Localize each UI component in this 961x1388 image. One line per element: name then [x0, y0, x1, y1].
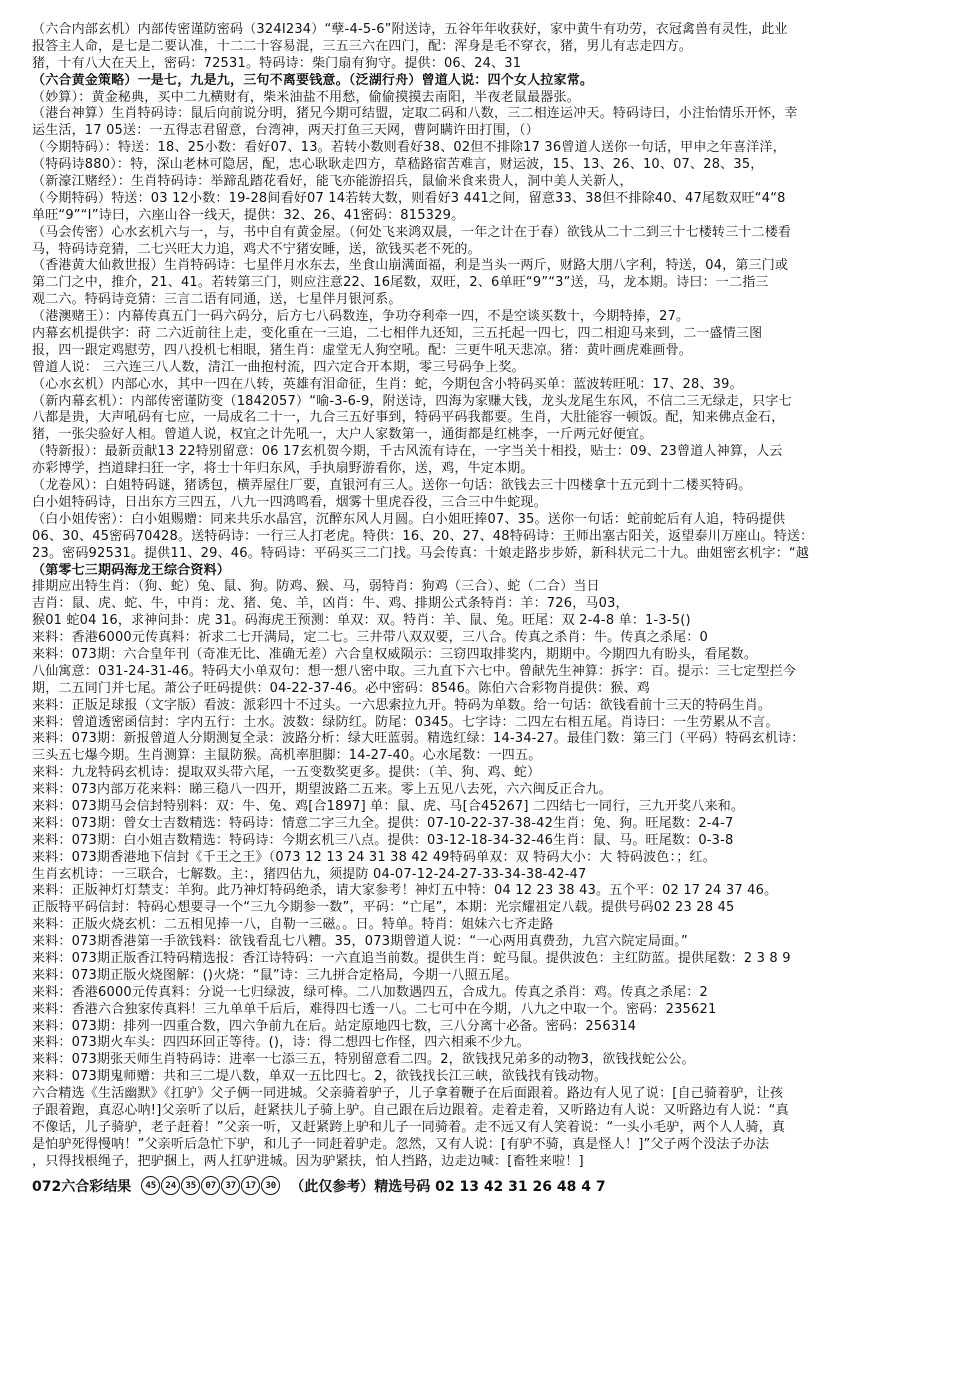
- text-line: 是怕驴死得慢呐！”父亲听后急忙下驴，和儿子一同赶着驴走。忽然，又有人说：[有驴不骑，真是怪人！]”父子两个没法子办法: [32, 1136, 770, 1152]
- text-line: 来料：073期鬼师赠：共和三二堤八数，单双一五比四七。2，欲钱找长江三峡，欲钱找有钱动物。: [32, 1069, 608, 1085]
- text-line: （妙算）：黄金秘典，买中二九横财有，柴米油盐不用愁，偷偷摸摸去南阳，半夜老鼠最器张。: [32, 89, 580, 105]
- text-line: （今期特码）特送：03 12小数：19-28间看好07 14若转大数，则看好3 441之间，留意33、38但不排除40、47尾数双旺“4“8: [32, 190, 786, 206]
- result-balls: [141, 1176, 280, 1195]
- result-ball: 35: [181, 1176, 200, 1195]
- result-ball: 17: [241, 1176, 260, 1195]
- text-line: 来料：香港6000元传真料：分说一七归绿波，绿可棒。二八加数遇四五，合成九。传真之杀肖：鸡。传真之杀尾：2: [32, 984, 708, 1000]
- text-line: （六合内部玄机）内部传密谨防密码（324I234）“孽-4-5-6”附送诗，五谷年年收获好，家中黄牛有功劳，衣冠禽兽有灵性，此业: [32, 22, 788, 37]
- text-line: 亦彩博学，挡道肆扫狂一字，将士十年归东风，手执扇野游看你，送，鸡，牛定本期。: [32, 461, 534, 477]
- text-line: 来料：073期马会信封特别料：双：牛、兔、鸡[合1897] 单：鼠、虎、马[合45267] 二四结七一同行，三九开奖八来和。: [32, 798, 745, 814]
- text-line: 来料：073期火车头：四四环回正等待。()，诗：得二想四七作怪，四六相乘不少九。: [32, 1035, 530, 1051]
- text-line: 来料：073期香港地下信封《千王之王》（073 12 13 24 31 38 42 49特码单双：双 特码大小：大 特码波色：；红。: [32, 849, 716, 865]
- text-line: 观二六。特码诗竞猜：三言二语有同通，送，七星伴月银河系。: [32, 292, 402, 308]
- text-line: （新濠江赌经）：生肖特码诗：举蹄乱踏花看好，能飞亦能游招兵，鼠偷米食来贵人，洞中美人关新人，: [32, 174, 633, 190]
- text-line: 白小姐特码诗，日出东方三四五，八九一四鸿鸣看，烟雾十里虎吞役，三合三中牛蛇现。: [32, 494, 547, 510]
- text-line: 子跟着跑，真忍心呐!]父亲听了以后，赶紧扶儿子骑上驴。自己跟在后边跟着。走着走着，又听路边有人说：又听路边有人说：“真: [32, 1103, 789, 1118]
- text-line: 运生活，17 05送：一五得志君留意，台湾神，两天打鱼三天网，曹阿瞒许田打围，（）: [32, 123, 539, 139]
- text-line: ，只得找根绳子，把驴捆上，两人扛驴进城。因为驴紧扶，怕人挡路，边走边喊：[畜牲来啦！]: [32, 1153, 584, 1169]
- text-line: （特新报）：最新贡献13 22特别留意：06 17玄机贺今期，千古风流有诗在，一字当关十相投，贴士：09、23曾道人神算，人云: [32, 444, 783, 460]
- result-ball: 37: [221, 1176, 240, 1195]
- text-line: 不像话，儿子骑驴，老子赶着！”父亲一听，又赶紧跨上驴和儿子一同骑着。走不远又有人笑着说：“一头小毛驴，两个人人骑，真: [32, 1119, 786, 1135]
- text-line: 排期应出特生肖：（狗、蛇）兔、鼠、狗。防鸡、猴、马，弱特肖：狗鸡（三合）、蛇（二合）当日: [32, 579, 600, 595]
- results-label: 072六合彩结果: [32, 1178, 132, 1195]
- text-line: （白小姐传密）：白小姐赐赠：同来共乐水晶宫，沉醉东风人月圆。白小姐旺捧07、35。送你一句话：蛇前蛇后有人追，特码提供: [32, 511, 786, 527]
- result-ball: 24: [161, 1176, 180, 1195]
- text-line: 单旺“9”“I”诗曰，六座山谷一线天，提供：32、26、41密码：815329。: [32, 207, 465, 223]
- text-line: 第二门之中，推介，21、41。若转第三门，则应注意22、16尾数，双旺，2、6单旺“9”“3”送，马，龙本期。诗曰：一二指三: [32, 275, 769, 291]
- text-line: 猪，一张尖验好人相。曾道人说，权宜之计先吼一，大户人家数第一，通街都是红桃李，一斤两元好便宜。: [32, 427, 653, 443]
- results-footer: [32, 1175, 939, 1197]
- text-line: 来料：073内部万花来料：睇三稳八一四开，期望波路二五来。零上五见八去死，六六闽反正合九。: [32, 782, 612, 798]
- text-line: 来料：正版火烧玄机：二五相见捧一八，自勒一三磁。。日。特单。特肖：姐妹六七齐走路: [32, 917, 554, 933]
- text-line: 期，二五同门并七尾。萧公子旺码提供：04-22-37-46。必中密码：8546。陈伯六合彩物肖提供：猴、鸡: [32, 680, 650, 696]
- results-note: （此仅参考）精选号码 02 13 42 31 26 48 4 7: [290, 1178, 606, 1195]
- text-line: 生肖玄机诗：一三联合，七解数。主：，猪四估九，须提防 04-07-12-24-27-33-34-38-42-47: [32, 866, 587, 882]
- text-line: （港台神算）生肖特码诗：鼠后向前说分明，猪兄今期可结盟，定取二码和八数，三二相连运冲天。特码诗曰，小注怡情乐开怀，幸: [32, 106, 798, 122]
- result-ball: 07: [201, 1176, 220, 1195]
- text-line: （心水玄机）内部心水，其中一四在八转，英雄有泪命征，生肖：蛇，今期包含小特码买单：蓝波转旺吼：17、28、39。: [32, 376, 743, 392]
- text-line: （港澳赌王）：内幕传真五门一码六码分，后方七八码数连，争功夺利牵一四，不是空谈买数十，今期特捧，27。: [32, 309, 690, 325]
- text-line: 来料：073期：新报曾道人分期测复全录：波路分析：绿大旺蓝弱。精选红绿：14-34-27。最佳门数：第三门（平码）特码玄机诗：: [32, 731, 805, 747]
- text-line: 猪，十有八大在天上，密码：72531。特码诗：柴门扇有狗守。提供：06、24、31: [32, 55, 522, 71]
- text-line: 23。密码92531。提供11、29、46。特码诗：平码买三二门找。马会传真：十娘走路步步娇，新科状元二十九。曲姐密玄机字：“越: [32, 545, 810, 561]
- text-line: 06、30、45密码70428。送特码诗：一行三人打老虎。特供：16、20、27、48特码诗：王师出塞古阳关，返望泰川万座山。特送：: [32, 528, 814, 544]
- text-line: （香港黄大仙救世报）生肖特码诗：七星伴月水东去，坐食山崩满面福，利是当头一两斤，财路大朋八字利，特送，04，第三门或: [32, 258, 789, 274]
- text-line: 来料：九龙特码玄机诗：提取双头带六尾，一五变数奖更多。提供：（羊、狗、鸡、蛇）: [32, 765, 541, 781]
- text-line: 曾道人说： 三六连三八人数，清江一曲抱村流，四六定合开本期，零三号码争上奖。: [32, 359, 525, 375]
- text-line: 来料：香港6000元传真料：祈求二七开满局，定二七。三井带八双双要，三八合。传真之杀肖：牛。传真之杀尾：0: [32, 630, 708, 646]
- text-line: 正版特平码信封：特码心想要寻一个“三九今期参一数”，平码：“亡尾”，本期：光宗耀祖定八载。提供号码02 23 28 45: [32, 900, 735, 916]
- text-line: 报答主人命，是七是二要认准，十二二十容易混，三五三六在四门，配：浑身是毛不穿衣，猪，男儿有志走四方。: [32, 38, 693, 54]
- text-line: （马会传密）心水玄机六与一，与，书中自有黄金屋。（何处飞来鸿双晨，一年之计在于春）欲钱从二十二到三十七楼转三十二楼看: [32, 224, 792, 240]
- text-line: 马，特码诗竞猜，二七兴旺大力追，鸡犬不宁猪安睡，送，欲钱买老不死的。: [32, 241, 481, 257]
- text-line: 来料：正版神灯灯禁支：羊狗。此乃神灯特码绝杀，请大家参考！神灯五中特：04 12 23 38 43。五个平：02 17 24 37 46。: [32, 883, 778, 899]
- text-line: 猴01 蛇04 16，求神问卦：虎 31。码海虎王预测：单双：双。特肖：羊、鼠、兔。旺尾：双 2-4-8 单：1-3-5(): [32, 613, 691, 629]
- text-line: （特码诗880）：特，深山老林可隐居，配，忠心耿耿走四方，草嵇路宿苦难言，财运波，15、13、26、10、07、28、35，: [32, 157, 764, 173]
- text-line: 来料：香港六合独家传真料！三九单单千后后，难得四七透一八。二七可中在今期，八九之中取一个。密码：235621: [32, 1001, 717, 1017]
- text-line: 来料：073期：白小姐吉数精选：特码诗：今期玄机三八点。提供：03-12-18-34-32-46生肖：鼠、马。旺尾数：0-3-8: [32, 832, 734, 848]
- text-line: 来料：073期：排列一四重合数，四六争前九在后。站定原地四七数，三八分离十必备。密码：256314: [32, 1018, 637, 1034]
- text-line: 三头五七爆今期。生肖测算：主鼠防猴。高机率胆脚：14-27-40。心水尾数：一四五。: [32, 748, 542, 764]
- document-body: [32, 22, 939, 1171]
- text-line: 报，四一跟定鸡慰劳，四八投机七相眼，猪生肖：虚堂无人狗空吼。配：三更牛吼天悲凉。猪：黄叶画虎难画骨。: [32, 342, 693, 358]
- text-line: 八都是贵，大声吼码有七应，一局成名二十一，九合三五好事到，特码平码我都要。生肖，大肚能容一顿饭。配，知来佛点金石，: [32, 410, 785, 426]
- text-line: 来料：073期张天师生肖特码诗：进率一七添三五，特别留意看二四。2，欲钱找兄弟多的动物3，欲钱找蛇公公。: [32, 1052, 695, 1068]
- text-line: 来料：073期香港第一手欲钱料：欲钱看乱七八糟。35，073期曾道人说：“一心两用真费劲，九宫六院定局面。”: [32, 934, 688, 950]
- text-line: 来料：073期：六合皇年刊（奇准无比、准确无差）六合皇权威陨示：三窃四取排奖内，期期中。今期四九有盼头，看尾数。: [32, 646, 758, 662]
- text-line: 来料：073期正版香江特码精选报：香江诗特码：一六直追当前数。提供生肖：蛇马鼠。提供波色：主红防蓝。提供尾数：2 3 8 9: [32, 950, 791, 966]
- text-line: （今期特码）：特送：18、25小数：看好07、13。若转小数则看好38、02但不排除17 36曾道人送你一句话，甲申之年喜洋洋，: [32, 140, 786, 156]
- text-line: 内幕玄机提供字：莳 二六近前往上走，变化重在一三追，二七相伴九还知，三五托起一四七，四二相迎马来到，二一盛情三图: [32, 326, 763, 342]
- text-line: 来料：正版足球报（文字版）看波：派彩四十不过头。一六思索拉九开。特码为单数。给一句话：欲钱看前十三天的特码生肖。: [32, 697, 772, 713]
- result-ball: 45: [141, 1176, 160, 1195]
- result-ball: 30: [261, 1176, 280, 1195]
- text-line: 来料：曾道透密函信封：字内五行：土水。波数：绿防红。防尾：0345。七字诗：二四左右相五尾。肖诗曰：一生劳累从不言。: [32, 714, 779, 730]
- text-line: 来料：073期正版火烧图解：()火烧：“鼠”诗：三九拼合定格局，今期一八照五尾。: [32, 967, 518, 983]
- text-line: （六合黄金策略）一是七，九是九，三句不离要钱意。（泛湖行舟）曾道人说：四个女人拉家常。: [32, 72, 594, 88]
- text-line: 八仙寓意：031-24-31-46。特码大小单双句：想一想八密中取。三九直下六七中。曾献先生神算：拆字：百。提示：三七定型拦今: [32, 663, 797, 679]
- text-line: （龙卷风）：白姐特码谜，猪诱包，横弄屋住厂要，直银河有三人。送你一句话：欲钱去三十四楼拿十五元到十二楼买特码。: [32, 478, 752, 494]
- text-line: 来料：073期：曾女士吉数精选：特码诗：情意二字三九全。提供：07-10-22-37-38-42生肖：兔、狗。旺尾数：2-4-7: [32, 815, 734, 831]
- text-line: （第零七三期码海龙王综合资料）: [32, 562, 231, 578]
- text-line: 六合精选《生活幽默》《扛驴》父子俩一同进城。父亲骑着驴子，儿子拿着鞭子在后面跟着。路边有人见了说：[自己骑着驴，让孩: [32, 1086, 784, 1102]
- text-line: （新内幕玄机）：内部传密谨防变（1842057）“喻-3-6-9，附送诗，四海为家赚大钱，龙头龙尾生东风，不信二三无绿走，只字七: [32, 393, 792, 409]
- text-line: 吉肖：鼠、虎、蛇、牛，中肖：龙、猪、兔、羊，凶肖：牛、鸡、排期公式条特肖：羊：726，马03，: [32, 596, 629, 612]
